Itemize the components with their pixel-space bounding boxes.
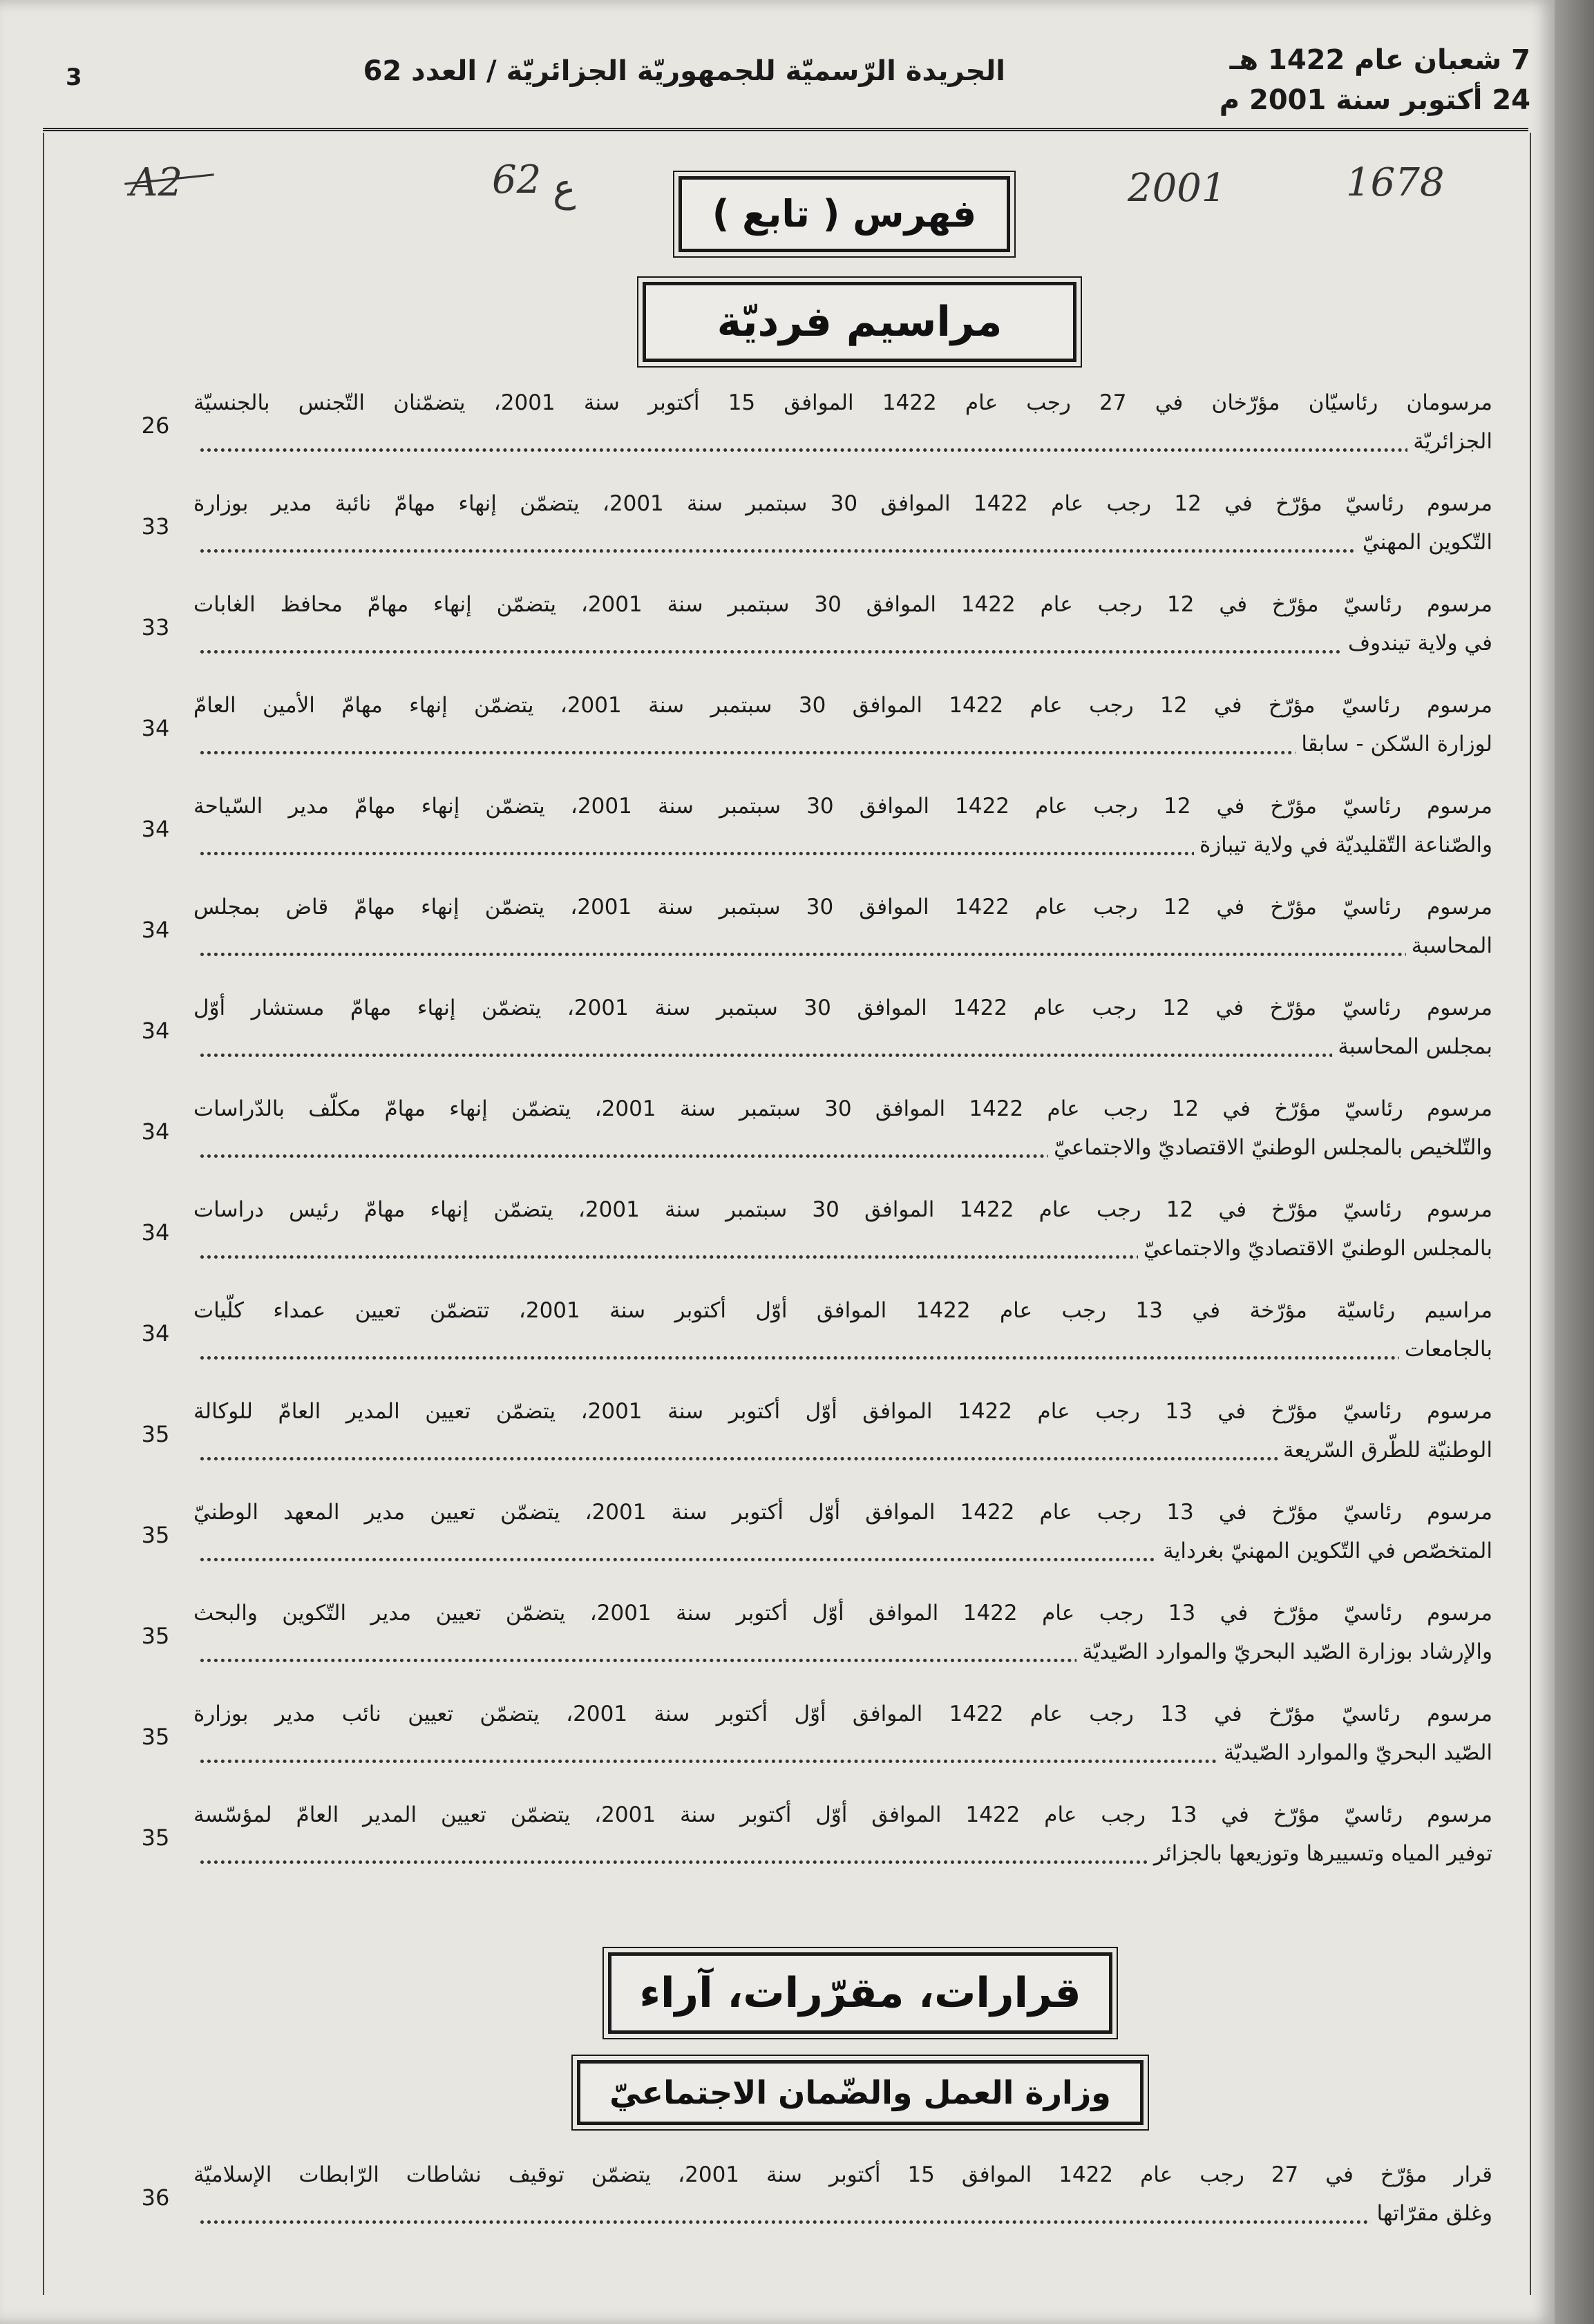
page-number: 3 [66,64,82,91]
entry-line-2 [193,1029,1492,1065]
entry-line-1: مرسوم رئاسيّ مؤرّخ في 13 رجب عام 1422 الموافق أوّل أكتوبر سنة 2001، يتضمّن تعيين مدير التّكوين والبحث [193,1601,1492,1626]
handwritten-ain: ع [553,166,576,211]
entry-continuation: الوطنيّة للطّرق السّريعة [1278,1438,1492,1463]
entry-continuation: بالجامعات [1399,1337,1492,1362]
entry-line-2 [193,423,1492,459]
entry-line-2 [193,1634,1492,1670]
handwritten-note-a2: A2 [130,160,183,205]
gazette-title: الجريدة الرّسميّة للجمهوريّة الجزائريّة / العدد 62 [363,55,1005,87]
toc-entry [117,377,1492,477]
entry-continuation: وغلق مقرّاتها [1371,2201,1492,2226]
entry-line-1: مرسوم رئاسيّ مؤرّخ في 13 رجب عام 1422 الموافق أوّل أكتوبر سنة 2001، يتضمّن تعيين نائب مدير بوزارة [193,1702,1492,1726]
entry-line-2 [193,827,1492,863]
entry-line-1: قرار مؤرّخ في 27 رجب عام 1422 الموافق 15 أكتوبر سنة 2001، يتضمّن توقيف نشاطات الرّابطات الإسلاميّة [193,2162,1492,2187]
entry-line-2 [193,1331,1492,1367]
entry-page-number: 33 [141,614,170,640]
entry-page-number: 34 [141,816,170,842]
entry-page-number: 34 [141,1118,170,1145]
entry-continuation: بالمجلس الوطنيّ الاقتصاديّ والاجتماعيّ [1138,1236,1492,1261]
entry-page-number: 34 [141,1320,170,1346]
toc-entry [117,1688,1492,1789]
handwritten-year: 2001 [1128,166,1226,211]
entry-page-number: 26 [141,412,170,439]
entry-line-1: مراسيم رئاسيّة مؤرّخة في 13 رجب عام 1422 الموافق أوّل أكتوبر سنة 2001، تتضمّن تعيين عمداء كلّيات [193,1298,1492,1323]
index-continued-title: فهرس ( تابع ) [679,176,1010,252]
entry-continuation: توفير المياه وتسييرها وتوزيعها بالجزائر [1148,1841,1492,1866]
page-header [38,28,1530,131]
entry-line-2 [193,625,1492,661]
toc-entry [117,1183,1492,1284]
handwritten-reference: 1678 [1346,160,1445,205]
entry-continuation: في ولاية تيندوف [1342,631,1492,656]
entry-line-2 [193,2196,1492,2231]
header-divider [43,128,1528,131]
entry-page-number: 35 [141,1421,170,1447]
toc-entry [117,1284,1492,1385]
entry-page-number: 35 [141,1623,170,1649]
entry-line-1: مرسوم رئاسيّ مؤرّخ في 12 رجب عام 1422 الموافق 30 سبتمبر سنة 2001، يتضمّن إنهاء مهامّ قاض بمجلس [193,895,1492,920]
toc-entry [117,1789,1492,1889]
toc-entry [117,982,1492,1083]
entry-page-number: 34 [141,1018,170,1044]
entry-page-number: 36 [141,2184,170,2211]
toc-entry [117,578,1492,679]
handwritten-issue-number: 62 [492,158,542,202]
entry-line-2 [193,1735,1492,1771]
entry-line-2 [193,1836,1492,1871]
toc-entry [117,477,1492,578]
individual-decrees-title: مراسيم فرديّة [643,282,1076,362]
entry-line-1: مرسوم رئاسيّ مؤرّخ في 12 رجب عام 1422 الموافق 30 سبتمبر سنة 2001، يتضمّن إنهاء مهامّ مستشار أوّل [193,996,1492,1020]
date-gregorian: 24 أكتوبر سنة 2001 م [1219,84,1530,116]
entry-line-1: مرسومان رئاسيّان مؤرّخان في 27 رجب عام 1422 الموافق 15 أكتوبر سنة 2001، يتضمّنان التّجنس بالجنسيّة [193,390,1492,415]
entry-line-2 [193,1533,1492,1569]
header-dates [1220,40,1530,120]
entry-continuation: والتّلخيص بالمجلس الوطنيّ الاقتصاديّ والاجتماعيّ [1048,1135,1492,1160]
entry-continuation: المحاسبة [1406,933,1492,958]
toc-entry [117,679,1492,780]
toc-entry [117,1083,1492,1183]
entry-continuation: والصّناعة التّقليديّة في ولاية تيبازة [1194,832,1492,857]
page-edge-shadow [1555,0,1594,2324]
toc-entry [117,1385,1492,1486]
toc-entry [117,881,1492,982]
date-hijri: 7 شعبان عام 1422 هـ [1229,44,1530,76]
entry-continuation: والإرشاد بوزارة الصّيد البحريّ والموارد الصّيديّة [1076,1639,1492,1664]
entry-continuation: الصّيد البحريّ والموارد الصّيديّة [1218,1740,1492,1765]
entry-line-1: مرسوم رئاسيّ مؤرّخ في 12 رجب عام 1422 الموافق 30 سبتمبر سنة 2001، يتضمّن إنهاء مهامّ الأمين العامّ [193,693,1492,718]
entry-line-2 [193,1230,1492,1266]
entry-line-1: مرسوم رئاسيّ مؤرّخ في 12 رجب عام 1422 الموافق 30 سبتمبر سنة 2001، يتضمّن إنهاء مهامّ رئيس دراسات [193,1197,1492,1222]
entry-line-2 [193,1130,1492,1165]
entry-line-1: مرسوم رئاسيّ مؤرّخ في 13 رجب عام 1422 الموافق أوّل أكتوبر سنة 2001، يتضمّن تعيين المدير العامّ للوكالة [193,1399,1492,1424]
toc-entry [117,1486,1492,1587]
entry-page-number: 33 [141,513,170,540]
entry-line-1: مرسوم رئاسيّ مؤرّخ في 12 رجب عام 1422 الموافق 30 سبتمبر سنة 2001، يتضمّن إنهاء مهامّ مدير السّياحة [193,794,1492,819]
decisions-title: قرارات، مقرّرات، آراء [608,1952,1112,2034]
entry-page-number: 35 [141,1522,170,1548]
entry-page-number: 34 [141,715,170,741]
entry-continuation: التّكوين المهنيّ [1357,530,1492,555]
entry-page-number: 35 [141,1825,170,1851]
entry-line-1: مرسوم رئاسيّ مؤرّخ في 12 رجب عام 1422 الموافق 30 سبتمبر سنة 2001، يتضمّن إنهاء مهامّ محافظ الغابات [193,592,1492,617]
ministry-decision-entry [117,2149,1492,2249]
entry-continuation: الجزائريّة [1407,429,1492,454]
entry-line-2 [193,726,1492,762]
entry-continuation: بمجلس المحاسبة [1332,1034,1492,1059]
entry-line-2 [193,1432,1492,1468]
decree-entries [117,377,1492,1889]
toc-entry [117,780,1492,881]
entry-continuation: المتخصّص في التّكوين المهنيّ بغرداية [1157,1539,1492,1563]
entry-page-number: 35 [141,1724,170,1750]
entry-line-2 [193,524,1492,560]
entry-page-number: 34 [141,1219,170,1246]
entry-line-1: مرسوم رئاسيّ مؤرّخ في 12 رجب عام 1422 الموافق 30 سبتمبر سنة 2001، يتضمّن إنهاء مهامّ نائبة مدير بوزارة [193,491,1492,516]
toc-entry [117,1587,1492,1688]
entry-line-2 [193,928,1492,964]
ministry-title: وزارة العمل والضّمان الاجتماعيّ [577,2060,1144,2125]
entry-line-1: مرسوم رئاسيّ مؤرّخ في 13 رجب عام 1422 الموافق أوّل أكتوبر سنة 2001، يتضمّن تعيين المدير العامّ لمؤسّسة [193,1802,1492,1827]
entry-page-number: 34 [141,917,170,943]
entry-continuation: لوزارة السّكن - سابقا [1296,732,1492,756]
entry-line-1: مرسوم رئاسيّ مؤرّخ في 12 رجب عام 1422 الموافق 30 سبتمبر سنة 2001، يتضمّن إنهاء مهامّ مكلّف بالدّراسات [193,1096,1492,1121]
entry-line-1: مرسوم رئاسيّ مؤرّخ في 13 رجب عام 1422 الموافق أوّل أكتوبر سنة 2001، يتضمّن تعيين مدير المعهد الوطنيّ [193,1500,1492,1525]
